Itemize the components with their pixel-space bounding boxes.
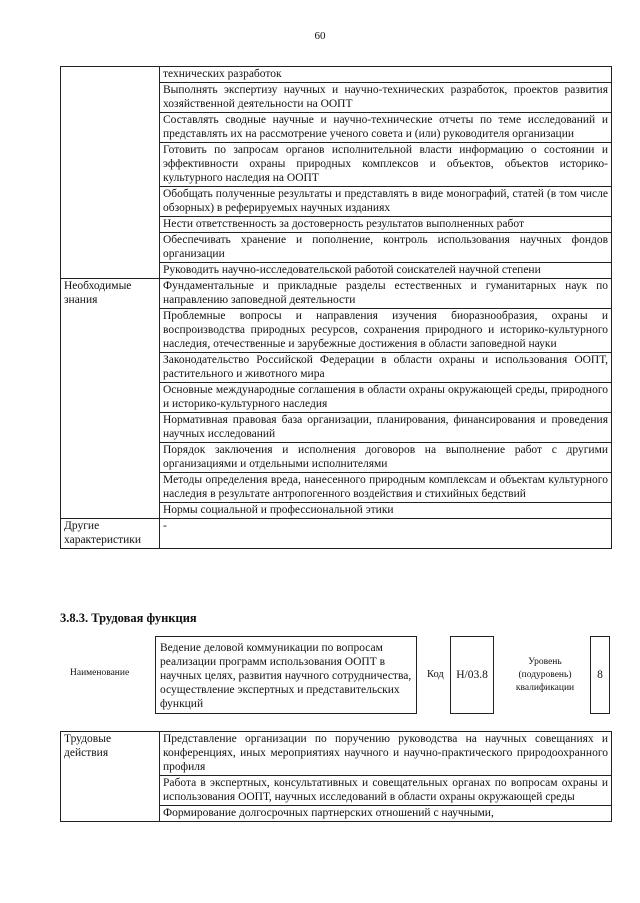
table-cell: Проблемные вопросы и направления изучения биоразнообразия, охраны и воспроизводства природных ресурсов, сохранения природного и историко-культурного наследия, отечественные и зарубежные достижения в области заповедной науки — [160, 309, 612, 353]
table-cell: Методы определения вреда, нанесенного природным комплексам и объектам культурного наследия в результате антропогенного воздействия и стихийных бедствий — [160, 473, 612, 503]
category-cell-continued — [61, 67, 160, 279]
table-cell: - — [160, 519, 612, 549]
table-cell: Основные международные соглашения в области охраны окружающей среды, природного и историко-культурного наследия — [160, 383, 612, 413]
table-row — [61, 279, 612, 309]
page-number: 60 — [314, 30, 326, 42]
qualification-level-box: 8 — [590, 636, 610, 714]
code-value-box: Н/03.8 — [450, 636, 494, 714]
qualification-level-label: Уровень (подуровень) квалификации — [515, 657, 575, 693]
table-row — [61, 67, 612, 83]
table-cell: Составлять сводные научные и научно-технические отчеты по теме исследований и представлять их на рассмотрение ученого совета и (или) руководителя организации — [160, 113, 612, 143]
table-cell: Обобщать полученные результаты и представлять в виде монографий, статей (в том числе обзорных) в реферируемых научных изданиях — [160, 187, 612, 217]
table-cell: Работа в экспертных, консультативных и совещательных органах по вопросам охраны и использования ООПТ, научных исследований в области охраны окружающей среды — [160, 776, 612, 806]
name-label: Наименование — [70, 668, 130, 678]
table-cell: Нормативная правовая база организации, планирования, финансирования и проведения научных исследований — [160, 413, 612, 443]
category-actions-label: Трудовые действия — [61, 732, 160, 822]
table-cell: Готовить по запросам органов исполнительной власти информацию о состоянии и эффективности охраны природных комплексов и объектов, объектов историко-культурного наследия на ООПТ — [160, 143, 612, 187]
section-heading: 3.8.3. Трудовая функция — [60, 611, 197, 625]
requirements-table — [60, 66, 612, 549]
table-row — [61, 732, 612, 776]
table-cell: Нести ответственность за достоверность результатов выполненных работ — [160, 217, 612, 233]
table-cell: Руководить научно-исследовательской работой соискателей научной степени — [160, 263, 612, 279]
table-cell: Нормы социальной и профессиональной этики — [160, 503, 612, 519]
code-label: Код — [427, 669, 444, 680]
table-cell: Порядок заключения и исполнения договоров на выполнение работ с другими организациями и отдельными исполнителями — [160, 443, 612, 473]
function-name-box: Ведение деловой коммуникации по вопросам реализации программ использования ООПТ в научных целях, развития научного сотрудничества, осуществление экспертных и представительских функций — [155, 636, 417, 714]
table-cell: Формирование долгосрочных партнерских отношений с научными, — [160, 806, 612, 822]
category-knowledge-label: Необходимые знания — [61, 279, 160, 519]
labor-actions-table — [60, 731, 612, 822]
table-cell: технических разработок — [160, 67, 612, 83]
table-cell: Выполнять экспертизу научных и научно-технических разработок, проектов развития хозяйственной деятельности на ООПТ — [160, 83, 612, 113]
table-cell: Обеспечивать хранение и пополнение, контроль использования научных фондов организации — [160, 233, 612, 263]
table-row — [61, 519, 612, 549]
table-cell: Представление организации по поручению руководства на научных совещаниях и конференциях, иных мероприятиях научного и научно-практического природоохранного профиля — [160, 732, 612, 776]
table-cell: Законодательство Российской Федерации в области охраны и использования ООПТ, растительного и животного мира — [160, 353, 612, 383]
category-other-label: Другие характеристики — [61, 519, 160, 549]
table-cell: Фундаментальные и прикладные разделы естественных и гуманитарных наук по направлению заповедной деятельности — [160, 279, 612, 309]
